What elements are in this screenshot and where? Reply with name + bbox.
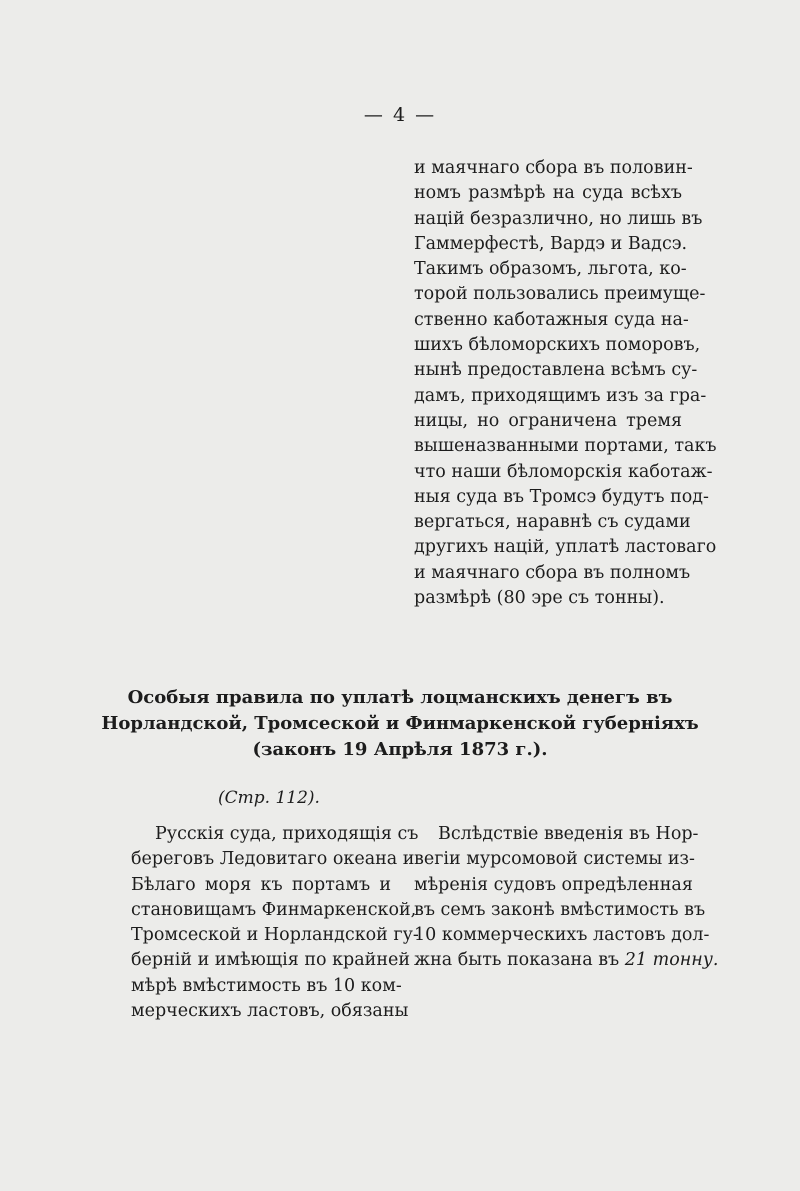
text-line: дамъ, приходящимъ изъ за гра- <box>414 385 707 406</box>
text-line: вергаться, наравнѣ съ судами <box>414 512 691 533</box>
bottom-left-column <box>131 822 419 1024</box>
text-line: шихъ бѣломорскихъ поморовъ, <box>414 335 701 356</box>
text-line: мѣрѣ вмѣстимость въ 10 ком- <box>131 975 402 996</box>
text-line-italic: 21 тонну. <box>624 950 719 971</box>
text-line-last <box>414 948 719 973</box>
text-line: номъ размѣрѣ на суда всѣхъ <box>414 183 682 204</box>
bottom-right-column <box>414 822 719 974</box>
text-line: Такимъ образомъ, льгота, ко- <box>414 259 687 280</box>
text-line: вышеназванными портами, такъ <box>414 436 717 457</box>
text-line: размѣрѣ (80 эре съ тонны). <box>414 588 665 609</box>
text-line: и маячнаго сбора въ полномъ <box>414 562 691 583</box>
text-line: береговъ Ледовитаго океана и <box>131 849 415 870</box>
text-line: становищамъ Финмаркенской, <box>131 899 417 920</box>
text-line: въ семъ законѣ вмѣстимость въ <box>414 899 706 920</box>
text-line: что наши бѣломорскія каботаж- <box>414 461 713 482</box>
page-number: — 4 — <box>363 104 437 126</box>
text-line: Бѣлаго моря къ портамъ и <box>131 874 391 895</box>
section-heading <box>100 685 700 763</box>
text-line: ныя суда въ Тромсэ будутъ под- <box>414 486 709 507</box>
heading-line: (законъ 19 Апрѣля 1873 г.). <box>252 739 548 760</box>
text-line: нынѣ предоставлена всѣмъ су- <box>414 360 698 381</box>
text-line: Гаммерфестѣ, Вардэ и Вадсэ. <box>414 233 688 254</box>
text-line: ницы, но ограничена тремя <box>414 410 682 431</box>
page-reference: (Стр. 112). <box>218 788 320 808</box>
text-line: Русскія суда, приходящія съ <box>155 824 419 844</box>
text-line-prefix: жна быть показана въ <box>414 950 625 971</box>
heading-line: Особыя правила по уплатѣ лоцманскихъ денегъ въ <box>127 687 673 708</box>
text-line: и маячнаго сбора въ половин- <box>414 158 693 178</box>
text-line: мерческихъ ластовъ, обязаны <box>131 1001 409 1022</box>
text-line: другихъ націй, уплатѣ ластоваго <box>414 537 717 558</box>
text-line: мѣренія судовъ опредѣленная <box>414 874 693 895</box>
text-line: ственно каботажныя суда на- <box>414 309 689 330</box>
text-line: націй безразлично, но лишь въ <box>414 208 703 229</box>
text-line: 10 коммерческихъ ластовъ дол- <box>414 925 710 946</box>
top-right-column <box>414 156 717 611</box>
text-line: берній и имѣющія по крайней <box>131 950 411 971</box>
text-line: Тромсеской и Норландской гу- <box>131 925 419 946</box>
heading-line: Норландской, Тромсеской и Финмаркенской губерніяхъ <box>101 713 699 734</box>
text-line: вегіи мурсомовой системы из- <box>414 849 695 870</box>
text-line: торой пользовались преимуще- <box>414 284 706 305</box>
text-line: Вслѣдствіе введенія въ Нор- <box>438 824 699 844</box>
